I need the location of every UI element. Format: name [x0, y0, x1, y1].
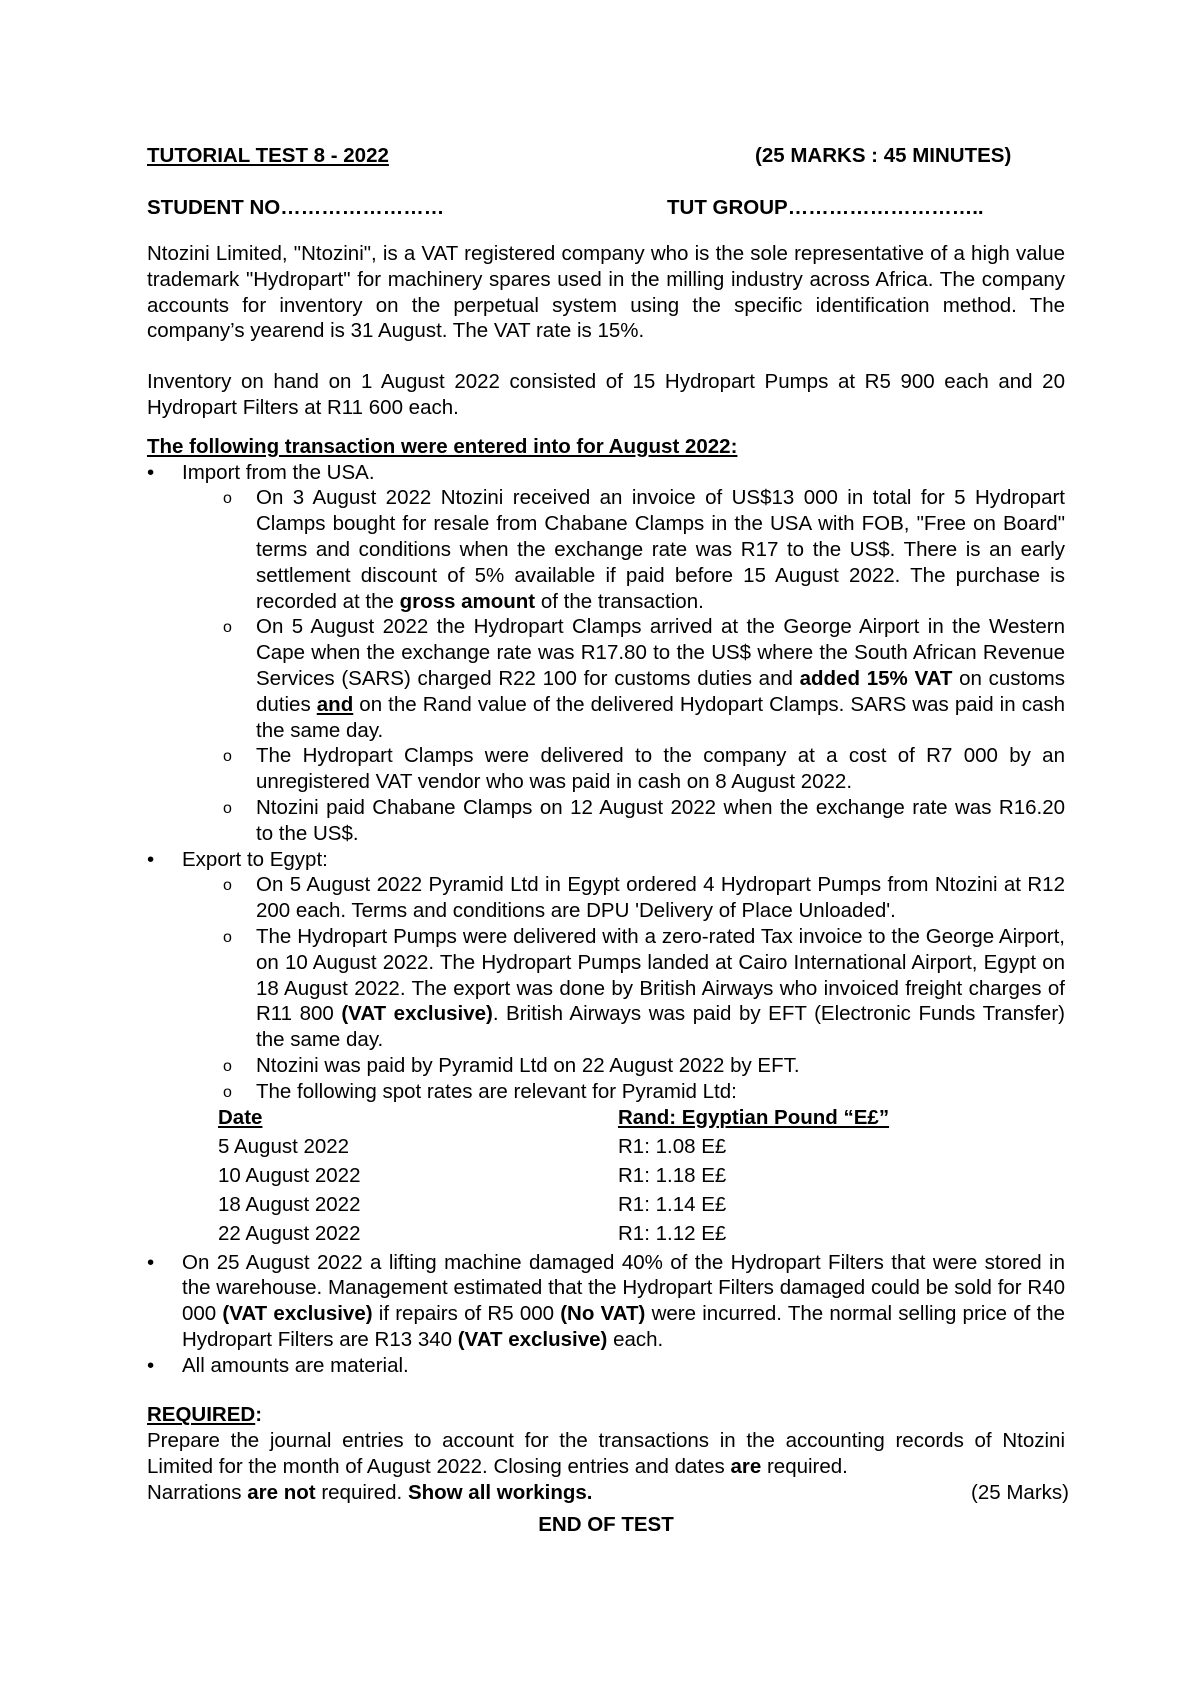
circle-bullet-icon: o: [223, 619, 232, 637]
list-item: [147, 847, 1065, 1250]
required-last-line: [147, 1480, 1069, 1506]
text: each.: [607, 1327, 664, 1351]
table-row: [218, 1134, 889, 1163]
title-row: [147, 143, 1065, 169]
circle-bullet-icon: o: [223, 748, 232, 766]
end-of-test: END OF TEST: [538, 1512, 674, 1536]
bold-underlined-text: and: [316, 692, 354, 716]
list-item: [147, 1250, 1065, 1353]
circle-bullet-icon: o: [223, 1057, 232, 1075]
bold-text: (VAT exclusive): [341, 1002, 493, 1026]
table-row: [218, 1192, 889, 1221]
export-title: Export to Egypt:: [182, 847, 328, 871]
inventory-paragraph: Inventory on hand on 1 August 2022 consisted of 15 Hydropart Pumps at R5 900 each and 20 Hydropart Filters at R11 600 each.: [147, 370, 1065, 419]
text: . British Airways was paid by EFT (Electronic Funds Transfer) the same day.: [256, 1002, 1065, 1052]
text: On 5 August 2022 Pyramid Ltd in Egypt ordered 4 Hydropart Pumps from Ntozini at R12 200 each. Terms and conditions are DPU 'Delivery of Place Unloaded'.: [256, 873, 1065, 923]
list-item: [220, 872, 1065, 924]
text: Prepare the journal entries to account for the transactions in the accounting records of Ntozini Limited for the month of August 2022. Closing entries and dates: [147, 1429, 1065, 1479]
rate-cell: R1: 1.18 E£: [618, 1163, 727, 1187]
rate-cell: R1: 1.12 E£: [618, 1221, 727, 1245]
spot-rates-table: [218, 1105, 889, 1250]
bold-text: Show all workings.: [407, 1480, 593, 1504]
date-cell: 10 August 2022: [218, 1163, 361, 1187]
text: Narrations: [147, 1480, 248, 1504]
text: Ntozini was paid by Pyramid Ltd on 22 August 2022 by EFT.: [256, 1053, 800, 1077]
bold-text: are not: [247, 1480, 316, 1504]
required-label: REQUIRED: [147, 1403, 256, 1427]
text: All amounts are material.: [182, 1353, 409, 1377]
rate-cell: R1: 1.14 E£: [618, 1192, 727, 1216]
colon: :: [255, 1403, 263, 1427]
bullet-icon: •: [147, 1250, 155, 1274]
list-item: [220, 1079, 1065, 1105]
bold-text: are: [730, 1455, 762, 1479]
document-page: [147, 143, 1069, 1537]
marks-time: (25 MARKS : 45 MINUTES): [755, 144, 1012, 167]
required-heading: [147, 1402, 1065, 1428]
date-cell: 22 August 2022: [218, 1221, 361, 1245]
list-item: [220, 1053, 1065, 1079]
text: Ntozini paid Chabane Clamps on 12 August 2022 when the exchange rate was R16.20 to the US$.: [256, 795, 1065, 845]
text: On 5 August 2022 the Hydropart Clamps arrived at the George Airport in the Western Cape when the exchange rate was R17.80 to the US$ where the South African Revenue Services (SARS) charged R22 100 for customs duties and: [256, 615, 1065, 690]
list-item: [147, 460, 1065, 847]
circle-bullet-icon: o: [223, 799, 232, 817]
text: The following spot rates are relevant for Pyramid Ltd:: [256, 1079, 737, 1103]
list-item: [220, 743, 1065, 795]
test-title: TUTORIAL TEST 8 - 2022: [147, 144, 389, 167]
bullet-icon: •: [147, 1353, 155, 1377]
import-title: Import from the USA.: [182, 460, 375, 484]
list-item: [220, 485, 1065, 614]
required-text: [147, 1428, 1065, 1480]
rate-cell: R1: 1.08 E£: [618, 1134, 727, 1158]
circle-bullet-icon: o: [223, 877, 232, 895]
list-item: [147, 1353, 1065, 1379]
total-marks: (25 Marks): [971, 1480, 1069, 1504]
circle-bullet-icon: o: [223, 928, 232, 946]
list-item: [220, 614, 1065, 743]
bullet-icon: •: [147, 460, 155, 484]
bold-text: (VAT exclusive): [222, 1302, 373, 1326]
date-cell: 5 August 2022: [218, 1134, 350, 1158]
table-row: [218, 1163, 889, 1192]
student-row: [147, 195, 1065, 221]
bold-text: (No VAT): [560, 1302, 646, 1326]
date-cell: 18 August 2022: [218, 1192, 361, 1216]
text: required.: [761, 1455, 848, 1479]
tut-group-field: TUT GROUP………………………..: [667, 196, 984, 219]
list-item: [220, 795, 1065, 847]
intro-paragraph: Ntozini Limited, "Ntozini", is a VAT registered company who is the sole representative of a high value trademark "Hydropart" for machinery spares used in the milling industry across Africa. The company accounts for inventory on the perpetual system using the specific identification method. The company’s yearend is 31 August. The VAT rate is 15%.: [147, 242, 1065, 343]
rate-column-header: Rand: Egyptian Pound “E£”: [618, 1105, 890, 1129]
import-list: [182, 485, 1065, 846]
bold-text: gross amount: [399, 589, 536, 613]
circle-bullet-icon: o: [223, 1083, 232, 1101]
text: were incurred. The normal selling price of the Hydropart Filters are R13 340: [182, 1302, 1066, 1351]
student-no-field: STUDENT NO……………………: [147, 196, 445, 219]
text: On 25 August 2022 a lifting machine damaged 40% of the Hydropart Filters that were stored in the warehouse. Management estimated that the Hydropart Filters damaged could be sold for R40 000: [182, 1250, 1065, 1326]
date-column-header: Date: [218, 1105, 263, 1129]
text: if repairs of R5 000: [372, 1302, 561, 1326]
text: required.: [315, 1480, 408, 1504]
text: The Hydropart Clamps were delivered to the company at a cost of R7 000 by an unregistered VAT vendor who was paid in cash on 8 August 2022.: [256, 744, 1065, 794]
bold-text: added 15% VAT: [799, 666, 953, 690]
bold-text: (VAT exclusive): [457, 1327, 608, 1351]
export-list: [182, 872, 1065, 1104]
circle-bullet-icon: o: [223, 490, 232, 508]
table-row: [218, 1221, 889, 1250]
text: On 3 August 2022 Ntozini received an invoice of US$13 000 in total for 5 Hydropart Clamps bought for resale from Chabane Clamps in the USA with FOB, "Free on Board" terms and conditions when the exchange rate was R17 to the US$. There is an early settlement discount of 5% available if paid before 15 August 2022. The purchase is recorded at the: [256, 486, 1065, 613]
text: of the transaction.: [535, 589, 704, 613]
transactions-list: [147, 460, 1065, 1379]
table-header-row: [218, 1105, 889, 1134]
text: on customs duties: [256, 666, 1065, 716]
bullet-icon: •: [147, 847, 155, 871]
transactions-heading: The following transaction were entered into for August 2022:: [147, 434, 738, 458]
list-item: [220, 924, 1065, 1053]
text: on the Rand value of the delivered Hydopart Clamps. SARS was paid in cash the same day.: [256, 692, 1065, 742]
text: The Hydropart Pumps were delivered with a zero-rated Tax invoice to the George Airport, on 10 August 2022. The Hydropart Pumps landed at Cairo International Airport, Egypt on 18 August 2022. The export was done by British Airways who invoiced freight charges of R11 800: [256, 924, 1065, 1026]
